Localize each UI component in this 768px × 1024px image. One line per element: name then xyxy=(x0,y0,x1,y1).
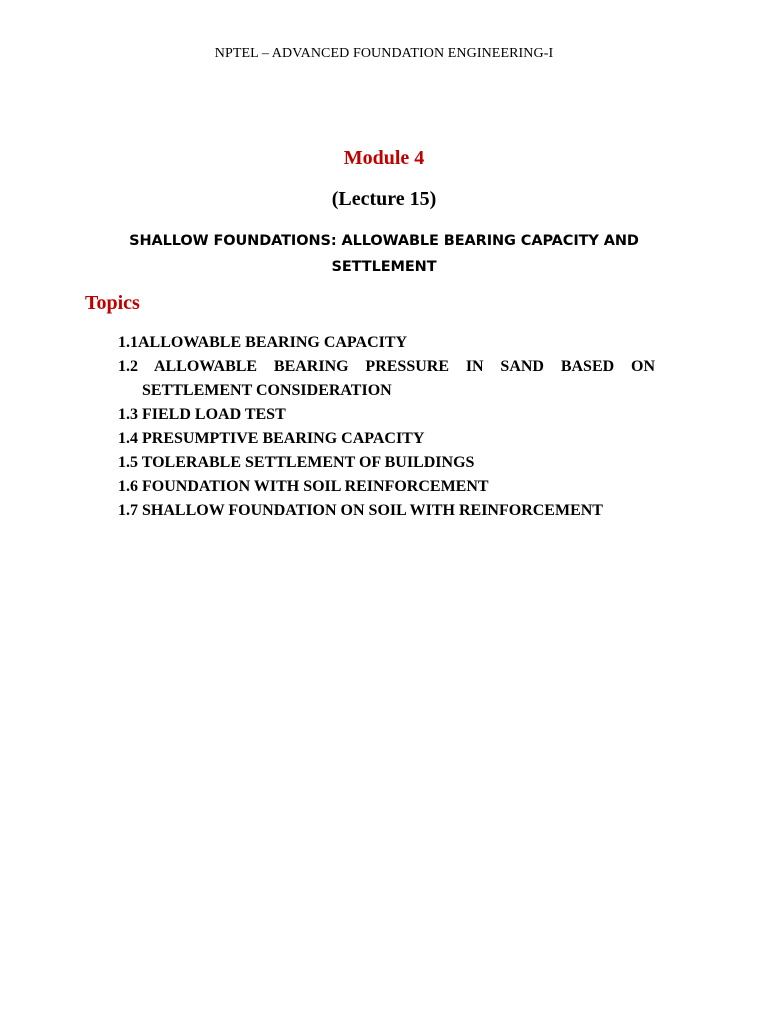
topic-item: 1.7 SHALLOW FOUNDATION ON SOIL WITH REINFORCEMENT xyxy=(118,502,603,519)
topic-item: 1.6 FOUNDATION WITH SOIL REINFORCEMENT xyxy=(118,478,489,495)
running-header: NPTEL – ADVANCED FOUNDATION ENGINEERING-I xyxy=(214,46,554,61)
topic-item: 1.4 PRESUMPTIVE BEARING CAPACITY xyxy=(118,430,425,447)
topics-heading: Topics xyxy=(85,292,140,314)
topic-item: 1.1ALLOWABLE BEARING CAPACITY xyxy=(118,334,408,351)
topic-item: 1.3 FIELD LOAD TEST xyxy=(118,406,286,423)
lecture-title: (Lecture 15) xyxy=(331,188,437,210)
topic-list xyxy=(118,331,655,523)
topic-item: 1.5 TOLERABLE SETTLEMENT OF BUILDINGS xyxy=(118,454,475,471)
topic-item: 1.2 ALLOWABLE BEARING PRESSURE IN SAND BASED ON SETTLEMENT CONSIDERATION xyxy=(118,358,655,399)
module-title: Module 4 xyxy=(343,147,425,169)
document-title: SHALLOW FOUNDATIONS: ALLOWABLE BEARING CAPACITY AND SETTLEMENT xyxy=(129,233,639,275)
